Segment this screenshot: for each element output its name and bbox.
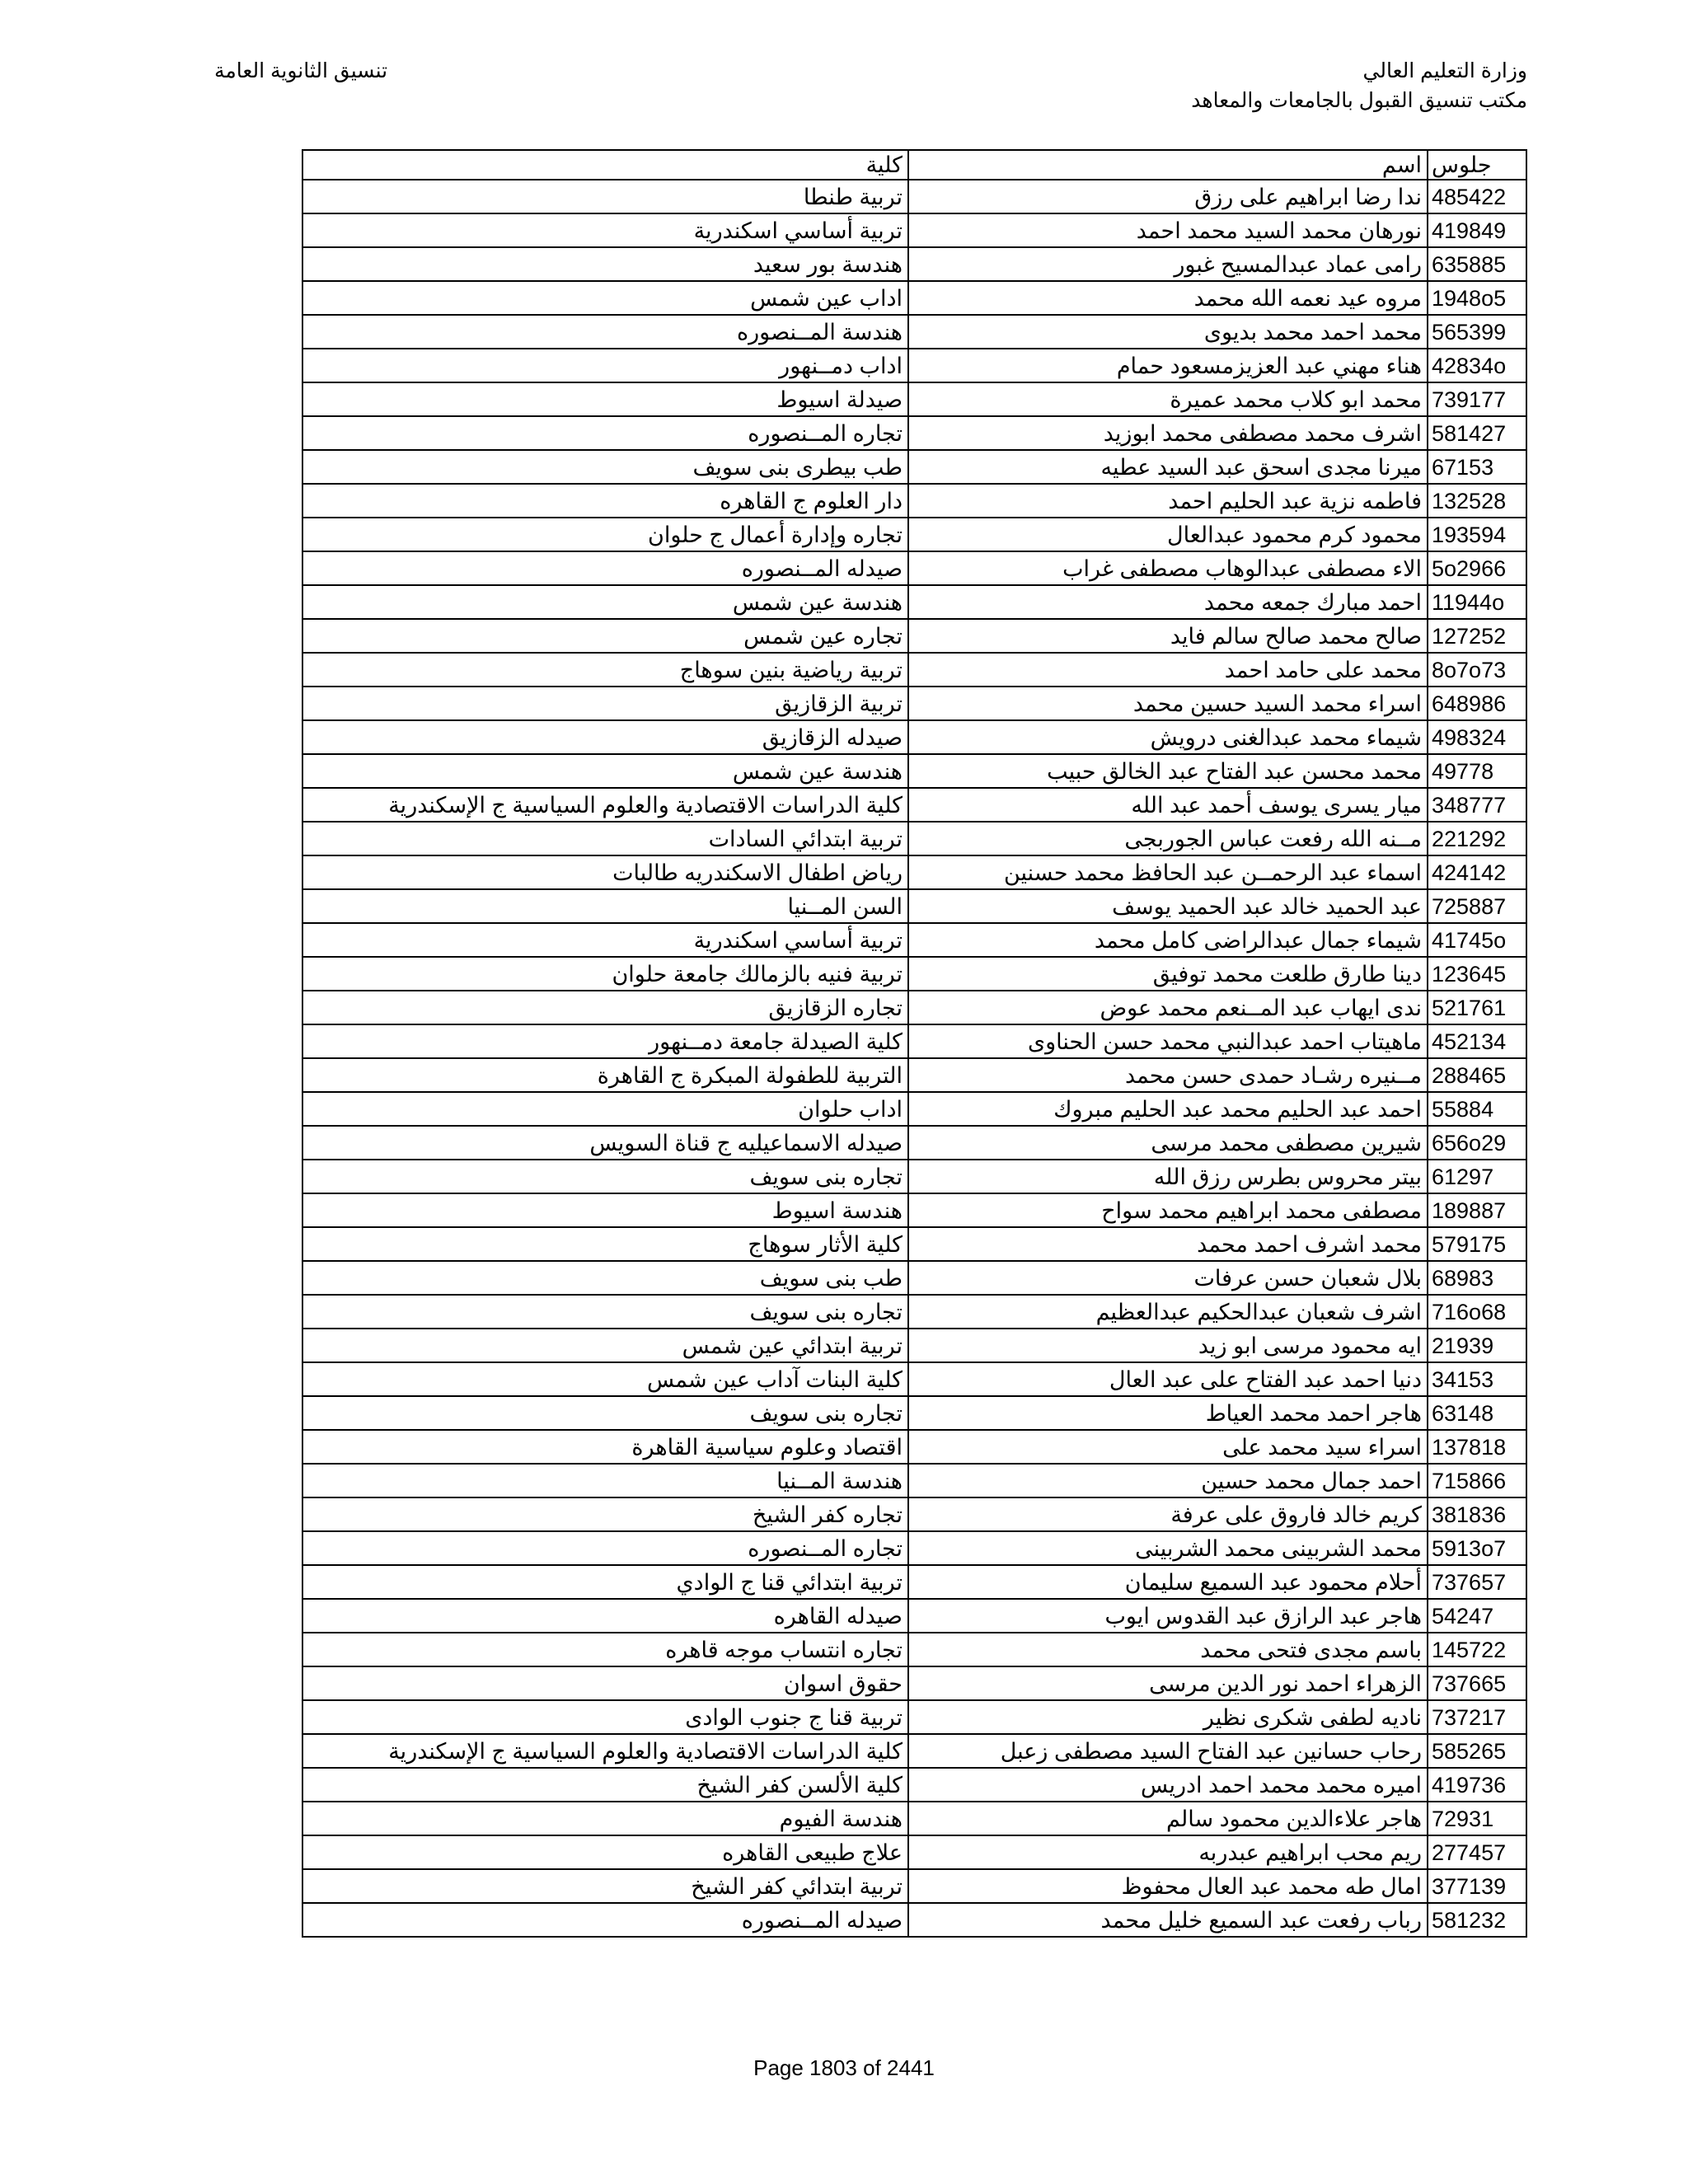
table-row <box>302 1835 1526 1869</box>
table-row <box>302 484 1526 518</box>
name-cell: ايه محمود مرسى ابو زيد <box>908 1329 1428 1362</box>
seat-cell: 42834o <box>1428 349 1526 382</box>
name-cell: بيتر محروس بطرس رزق الله <box>908 1160 1428 1193</box>
name-cell: ماهيتاب احمد عبدالنبي محمد حسن الحناوى <box>908 1024 1428 1058</box>
table-row <box>302 1126 1526 1160</box>
seat-cell: 5913o7 <box>1428 1531 1526 1565</box>
seat-cell: 521761 <box>1428 991 1526 1024</box>
college-cell: تربية ابتدائي السادات <box>302 822 908 855</box>
college-cell: كلية الصيدلة جامعة دمــنهور <box>302 1024 908 1058</box>
college-cell: هندسة بور سعيد <box>302 247 908 281</box>
college-cell: اقتصاد وعلوم سياسية القاهرة <box>302 1430 908 1464</box>
table-row <box>302 889 1526 923</box>
name-cell: اسراء محمد السيد حسين محمد <box>908 687 1428 720</box>
college-cell: تربية رياضية بنين سوهاج <box>302 653 908 687</box>
name-cell: ميرنا مجدى اسحق عبد السيد عطيه <box>908 450 1428 484</box>
table-row <box>302 1869 1526 1903</box>
seat-cell: 123645 <box>1428 957 1526 991</box>
college-cell: هندسة عين شمس <box>302 585 908 619</box>
seat-cell: 221292 <box>1428 822 1526 855</box>
seat-cell: 452134 <box>1428 1024 1526 1058</box>
table-row <box>302 788 1526 822</box>
name-cell: دنيا احمد عبد الفتاح على عبد العال <box>908 1362 1428 1396</box>
college-cell: تجاره بنى سويف <box>302 1396 908 1430</box>
seat-cell: 54247 <box>1428 1599 1526 1633</box>
college-cell: هندسة المــنصوره <box>302 315 908 349</box>
college-cell: صيدلة اسيوط <box>302 382 908 416</box>
college-cell: هندسة اسيوط <box>302 1193 908 1227</box>
name-cell: دينا طارق طلعت محمد توفيق <box>908 957 1428 991</box>
college-cell: هندسة عين شمس <box>302 754 908 788</box>
seat-cell: 132528 <box>1428 484 1526 518</box>
table-row <box>302 1362 1526 1396</box>
table-row <box>302 1092 1526 1126</box>
table-row <box>302 1531 1526 1565</box>
college-cell: طب بيطرى بنى سويف <box>302 450 908 484</box>
results-table-container <box>302 149 1526 1938</box>
table-row <box>302 619 1526 653</box>
page-number: Page 1803 of 2441 <box>753 2055 935 2080</box>
seat-cell: 277457 <box>1428 1835 1526 1869</box>
college-cell: تجاره انتساب موجه قاهره <box>302 1633 908 1666</box>
college-cell: تجاره بنى سويف <box>302 1160 908 1193</box>
college-cell: تجاره المــنصوره <box>302 416 908 450</box>
table-row <box>302 247 1526 281</box>
seat-cell: 419849 <box>1428 213 1526 247</box>
name-cell: اسراء سيد محمد على <box>908 1430 1428 1464</box>
college-cell: تجاره بنى سويف <box>302 1295 908 1329</box>
table-row <box>302 1734 1526 1768</box>
table-row <box>302 1058 1526 1092</box>
college-cell: كلية البنات آداب عين شمس <box>302 1362 908 1396</box>
college-cell: اداب حلوان <box>302 1092 908 1126</box>
seat-cell: 193594 <box>1428 518 1526 551</box>
seat-cell: 63148 <box>1428 1396 1526 1430</box>
table-row <box>302 416 1526 450</box>
seat-cell: 716o68 <box>1428 1295 1526 1329</box>
college-cell: تجاره عين شمس <box>302 619 908 653</box>
table-row <box>302 1497 1526 1531</box>
name-cell: محمد محسن عبد الفتاح عبد الخالق حبيب <box>908 754 1428 788</box>
college-cell: تجاره الزقازيق <box>302 991 908 1024</box>
table-row <box>302 1565 1526 1599</box>
seat-column-header: جلوس <box>1428 150 1526 180</box>
name-cell: هاجر علاءالدين محمود سالم <box>908 1802 1428 1835</box>
college-cell: كلية الدراسات الاقتصادية والعلوم السياسية ج الإسكندرية <box>302 1734 908 1768</box>
name-cell: باسم مجدى فتحى محمد <box>908 1633 1428 1666</box>
name-cell: محمد ابو كلاب محمد عميرة <box>908 382 1428 416</box>
name-cell: شيماء محمد عبدالغنى درويش <box>908 720 1428 754</box>
table-row <box>302 923 1526 957</box>
seat-cell: 11944o <box>1428 585 1526 619</box>
college-cell: التربية للطفولة المبكرة ج القاهرة <box>302 1058 908 1092</box>
table-row <box>302 1261 1526 1295</box>
table-row <box>302 991 1526 1024</box>
seat-cell: 739177 <box>1428 382 1526 416</box>
name-cell: احمد جمال محمد حسين <box>908 1464 1428 1497</box>
college-cell: تربية أساسي اسكندرية <box>302 213 908 247</box>
college-cell: كلية الألسن كفر الشيخ <box>302 1768 908 1802</box>
seat-cell: 737217 <box>1428 1700 1526 1734</box>
name-cell: احمد مبارك جمعه محمد <box>908 585 1428 619</box>
college-cell: اداب دمــنهور <box>302 349 908 382</box>
name-cell: ريم محب ابراهيم عبدربه <box>908 1835 1428 1869</box>
seat-cell: 381836 <box>1428 1497 1526 1531</box>
seat-cell: 737657 <box>1428 1565 1526 1599</box>
name-cell: اميره محمد محمد احمد ادريس <box>908 1768 1428 1802</box>
table-row <box>302 1024 1526 1058</box>
name-cell: اسماء عبد الرحمــن عبد الحافظ محمد حسنين <box>908 855 1428 889</box>
name-cell: هناء مهني عبد العزيزمسعود حمام <box>908 349 1428 382</box>
table-row <box>302 180 1526 213</box>
name-cell: فاطمه نزية عبد الحليم احمد <box>908 484 1428 518</box>
name-cell: محمد الشربينى محمد الشربينى <box>908 1531 1428 1565</box>
table-row <box>302 653 1526 687</box>
college-cell: تربية الزقازيق <box>302 687 908 720</box>
seat-cell: 635885 <box>1428 247 1526 281</box>
seat-cell: 498324 <box>1428 720 1526 754</box>
table-row <box>302 1599 1526 1633</box>
college-cell: طب بنى سويف <box>302 1261 908 1295</box>
seat-cell: 1948o5 <box>1428 281 1526 315</box>
college-cell: تربية ابتدائي كفر الشيخ <box>302 1869 908 1903</box>
seat-cell: 145722 <box>1428 1633 1526 1666</box>
table-row <box>302 1396 1526 1430</box>
name-cell: محمد اشرف احمد محمد <box>908 1227 1428 1261</box>
table-row <box>302 957 1526 991</box>
table-row <box>302 315 1526 349</box>
name-cell: مصطفى محمد ابراهيم محمد سواح <box>908 1193 1428 1227</box>
table-header-row <box>302 150 1526 180</box>
name-cell: ندى ايهاب عبد المــنعم محمد عوض <box>908 991 1428 1024</box>
college-cell: هندسة الفيوم <box>302 1802 908 1835</box>
college-cell: رياض اطفال الاسكندريه طالبات <box>302 855 908 889</box>
table-row <box>302 281 1526 315</box>
seat-cell: 348777 <box>1428 788 1526 822</box>
seat-cell: 137818 <box>1428 1430 1526 1464</box>
seat-cell: 377139 <box>1428 1869 1526 1903</box>
name-cell: رحاب حسانين عبد الفتاح السيد مصطفى زعبل <box>908 1734 1428 1768</box>
college-cell: تجاره وإدارة أعمال ج حلوان <box>302 518 908 551</box>
table-row <box>302 1700 1526 1734</box>
table-row <box>302 1430 1526 1464</box>
name-cell: الزهراء احمد نور الدين مرسى <box>908 1666 1428 1700</box>
name-cell: مروه عيد نعمه الله محمد <box>908 281 1428 315</box>
table-row <box>302 349 1526 382</box>
college-cell: تربية ابتدائي قنا ج الوادي <box>302 1565 908 1599</box>
college-cell: صيدله الاسماعيليه ج قناة السويس <box>302 1126 908 1160</box>
seat-cell: 581427 <box>1428 416 1526 450</box>
college-cell: هندسة المــنيا <box>302 1464 908 1497</box>
name-cell: صالح محمد صالح سالم فايد <box>908 619 1428 653</box>
college-cell: كلية الدراسات الاقتصادية والعلوم السياسية ج الإسكندرية <box>302 788 908 822</box>
table-row <box>302 1768 1526 1802</box>
name-cell: اشرف محمد مصطفى محمد ابوزيد <box>908 416 1428 450</box>
name-cell: محمود كرم محمود عبدالعال <box>908 518 1428 551</box>
name-cell: هاجر عبد الرازق عبد القدوس ايوب <box>908 1599 1428 1633</box>
college-cell: دار العلوم ج القاهره <box>302 484 908 518</box>
name-cell: الاء مصطفى عبدالوهاب مصطفى غراب <box>908 551 1428 585</box>
name-cell: عبد الحميد خالد عبد الحميد يوسف <box>908 889 1428 923</box>
seat-cell: 581232 <box>1428 1903 1526 1937</box>
seat-cell: 737665 <box>1428 1666 1526 1700</box>
name-cell: امال طه محمد عبد العال محفوظ <box>908 1869 1428 1903</box>
college-cell: تجاره كفر الشيخ <box>302 1497 908 1531</box>
seat-cell: 34153 <box>1428 1362 1526 1396</box>
table-row <box>302 1227 1526 1261</box>
table-row <box>302 1903 1526 1937</box>
ministry-header <box>1191 56 1527 115</box>
name-cell: كريم خالد فاروق على عرفة <box>908 1497 1428 1531</box>
seat-cell: 424142 <box>1428 855 1526 889</box>
seat-cell: 656o29 <box>1428 1126 1526 1160</box>
college-cell: علاج طبيعى القاهره <box>302 1835 908 1869</box>
seat-cell: 127252 <box>1428 619 1526 653</box>
seat-cell: 715866 <box>1428 1464 1526 1497</box>
name-column-header: اسم <box>908 150 1428 180</box>
seat-cell: 67153 <box>1428 450 1526 484</box>
table-row <box>302 450 1526 484</box>
name-cell: هاجر احمد محمد العياط <box>908 1396 1428 1430</box>
seat-cell: 725887 <box>1428 889 1526 923</box>
name-cell: ناديه لطفى شكرى نظير <box>908 1700 1428 1734</box>
college-cell: صيدله القاهره <box>302 1599 908 1633</box>
name-cell: رباب رفعت عبد السميع خليل محمد <box>908 1903 1428 1937</box>
name-cell: مــنه الله رفعت عباس الجوربجى <box>908 822 1428 855</box>
name-cell: محمد احمد محمد بديوى <box>908 315 1428 349</box>
seat-cell: 61297 <box>1428 1160 1526 1193</box>
college-cell: صيدله المــنصوره <box>302 551 908 585</box>
name-cell: رامى عماد عبدالمسيح غبور <box>908 247 1428 281</box>
name-cell: ندا رضا ابراهيم على رزق <box>908 180 1428 213</box>
table-row <box>302 1464 1526 1497</box>
seat-cell: 565399 <box>1428 315 1526 349</box>
table-row <box>302 1802 1526 1835</box>
seat-cell: 8o7o73 <box>1428 653 1526 687</box>
table-row <box>302 1160 1526 1193</box>
seat-cell: 648986 <box>1428 687 1526 720</box>
name-cell: احمد عبد الحليم محمد عبد الحليم مبروك <box>908 1092 1428 1126</box>
seat-cell: 585265 <box>1428 1734 1526 1768</box>
college-cell: تربية طنطا <box>302 180 908 213</box>
results-table <box>302 149 1527 1938</box>
table-row <box>302 382 1526 416</box>
name-cell: شيرين مصطفى محمد مرسى <box>908 1126 1428 1160</box>
table-row <box>302 518 1526 551</box>
college-cell: تربية قنا ج جنوب الوادى <box>302 1700 908 1734</box>
office-name: مكتب تنسيق القبول بالجامعات والمعاهد <box>1191 89 1527 112</box>
seat-cell: 189887 <box>1428 1193 1526 1227</box>
table-row <box>302 1633 1526 1666</box>
table-row <box>302 754 1526 788</box>
college-cell: تربية أساسي اسكندرية <box>302 923 908 957</box>
college-cell: حقوق اسوان <box>302 1666 908 1700</box>
table-row <box>302 1329 1526 1362</box>
name-cell: بلال شعبان حسن عرفات <box>908 1261 1428 1295</box>
seat-cell: 288465 <box>1428 1058 1526 1092</box>
seat-cell: 55884 <box>1428 1092 1526 1126</box>
table-row <box>302 1666 1526 1700</box>
table-row <box>302 213 1526 247</box>
seat-cell: 419736 <box>1428 1768 1526 1802</box>
seat-cell: 21939 <box>1428 1329 1526 1362</box>
table-row <box>302 855 1526 889</box>
college-cell: السن المــنيا <box>302 889 908 923</box>
name-cell: محمد على حامد احمد <box>908 653 1428 687</box>
table-row <box>302 822 1526 855</box>
document-title: تنسيق الثانوية العامة <box>214 59 388 82</box>
seat-cell: 5o2966 <box>1428 551 1526 585</box>
college-cell: صيدله المــنصوره <box>302 1903 908 1937</box>
table-row <box>302 551 1526 585</box>
table-row <box>302 1193 1526 1227</box>
college-cell: صيدله الزقازيق <box>302 720 908 754</box>
name-cell: ميار يسرى يوسف أحمد عبد الله <box>908 788 1428 822</box>
seat-cell: 49778 <box>1428 754 1526 788</box>
name-cell: أحلام محمود عبد السميع سليمان <box>908 1565 1428 1599</box>
college-cell: تجاره المــنصوره <box>302 1531 908 1565</box>
college-cell: كلية الأثار سوهاج <box>302 1227 908 1261</box>
college-cell: اداب عين شمس <box>302 281 908 315</box>
seat-cell: 68983 <box>1428 1261 1526 1295</box>
name-cell: اشرف شعبان عبدالحكيم عبدالعظيم <box>908 1295 1428 1329</box>
table-row <box>302 585 1526 619</box>
name-cell: شيماء جمال عبدالراضى كامل محمد <box>908 923 1428 957</box>
table-row <box>302 1295 1526 1329</box>
seat-cell: 41745o <box>1428 923 1526 957</box>
table-row <box>302 720 1526 754</box>
college-cell: تربية فنيه بالزمالك جامعة حلوان <box>302 957 908 991</box>
college-cell: تربية ابتدائي عين شمس <box>302 1329 908 1362</box>
name-cell: نورهان محمد السيد محمد احمد <box>908 213 1428 247</box>
seat-cell: 485422 <box>1428 180 1526 213</box>
table-row <box>302 687 1526 720</box>
college-column-header: كلية <box>302 150 908 180</box>
seat-cell: 72931 <box>1428 1802 1526 1835</box>
name-cell: مــنيره رشـاد حمدى حسن محمد <box>908 1058 1428 1092</box>
ministry-name: وزارة التعليم العالي <box>1362 59 1527 82</box>
seat-cell: 579175 <box>1428 1227 1526 1261</box>
